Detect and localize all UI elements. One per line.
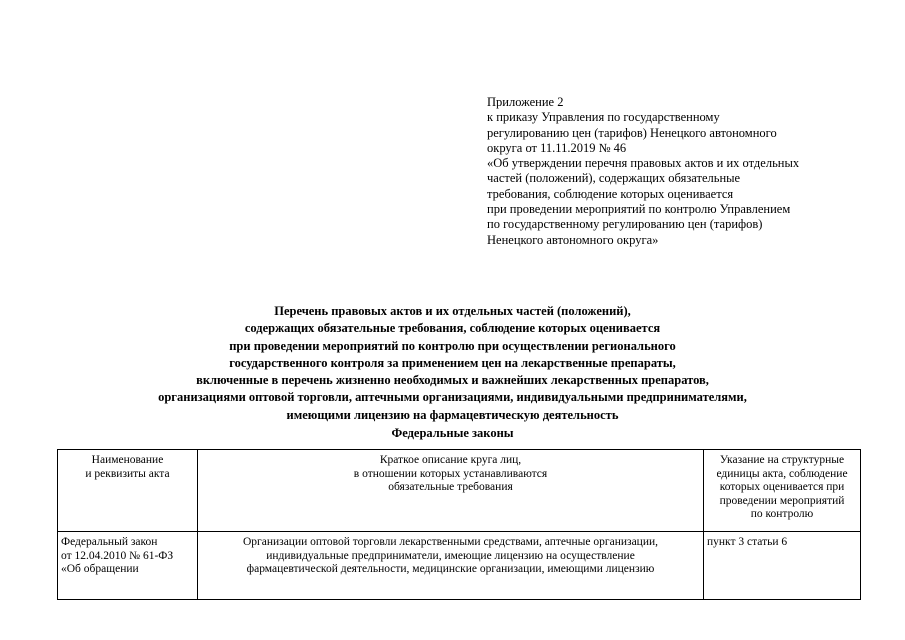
header-act-name: Наименование и реквизиты акта	[58, 450, 198, 532]
appendix-line: к приказу Управления по государственному	[487, 110, 720, 125]
appendix-line: частей (положений), содержащих обязательные	[487, 171, 741, 186]
section-title: Федеральные законы	[391, 426, 514, 440]
appendix-header	[487, 95, 887, 248]
appendix-line: требования, соблюдение которых оценивается	[487, 186, 734, 201]
title-line: Перечень правовых актов и их отдельных частей (положений),	[274, 304, 631, 318]
acts-table	[57, 449, 861, 600]
title-line: государственного контроля за применением цен на лекарственные препараты,	[229, 355, 676, 370]
title-line: включенные в перечень жизненно необходимых и важнейших лекарственных препаратов,	[196, 373, 709, 388]
appendix-line: при проведении мероприятий по контролю Управлением	[487, 202, 791, 217]
title-line: имеющими лицензию на фармацевтическую деятельность	[286, 407, 619, 422]
cell-act-name: Федеральный закон от 12.04.2010 № 61-ФЗ «Об обращении	[58, 532, 198, 600]
title-line: содержащих обязательные требования, соблюдение которых оценивается	[244, 321, 661, 336]
cell-structural-unit: пункт 3 статьи 6	[704, 532, 861, 600]
appendix-line: «Об утверждении перечня правовых актов и их отдельных	[487, 156, 800, 171]
appendix-line: Ненецкого автономного округа»	[487, 232, 659, 247]
appendix-line: округа от 11.11.2019 № 46	[487, 140, 627, 155]
appendix-line: регулированию цен (тарифов) Ненецкого автономного	[487, 125, 777, 140]
appendix-line: по государственному регулированию цен (тарифов)	[487, 217, 763, 232]
title-line: при проведении мероприятий по контролю при осуществлении регионального	[229, 338, 676, 353]
header-description: Краткое описание круга лиц, в отношении которых устанавливаются обязательные требования	[198, 450, 704, 532]
table-row	[58, 532, 861, 600]
table-header-row	[58, 450, 861, 532]
cell-description: Организации оптовой торговли лекарственными средствами, аптечные организации, индивидуальные предприниматели, имеющие лицензию на осуществление фармацевтической деятельности, медицинские организации, имеющими лицензию	[198, 532, 704, 600]
appendix-line: Приложение 2	[487, 95, 564, 109]
document-title	[0, 303, 905, 424]
header-structural-units: Указание на структурные единицы акта, соблюдение которых оценивается при проведении мероприятий по контролю	[704, 450, 861, 532]
title-line: организациями оптовой торговли, аптечными организациями, индивидуальными предпринимателями,	[158, 390, 747, 405]
